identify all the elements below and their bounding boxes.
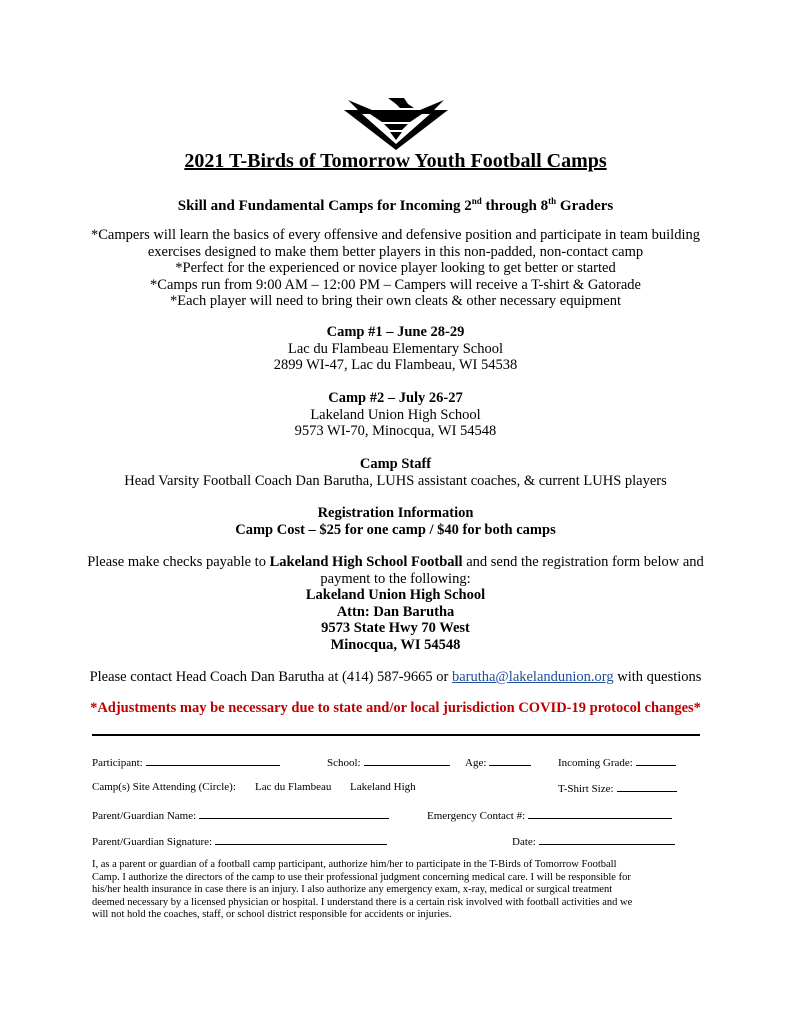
camp-details-list bbox=[40, 227, 751, 310]
form-divider bbox=[92, 734, 700, 736]
registration-heading: Registration Information bbox=[317, 505, 474, 521]
payment-text: Please make checks payable to bbox=[87, 554, 270, 570]
payment-text: and send the registration form below and bbox=[462, 554, 704, 570]
grade-blank[interactable] bbox=[636, 755, 676, 766]
emergency-contact-blank[interactable] bbox=[528, 808, 672, 819]
guardian-name-field[interactable] bbox=[92, 808, 389, 822]
site-label: Camp(s) Site Attending (Circle): bbox=[92, 781, 236, 793]
payment-line bbox=[40, 554, 751, 571]
detail-line: *Each player will need to bring their own cleats & other necessary equipment bbox=[170, 293, 621, 310]
participant-blank[interactable] bbox=[146, 755, 280, 766]
contact-line bbox=[40, 669, 751, 686]
mail-address-line: Lakeland Union High School bbox=[305, 587, 486, 604]
staff-heading: Camp Staff bbox=[359, 456, 432, 472]
grade-label: Incoming Grade: bbox=[558, 757, 633, 769]
guardian-name-blank[interactable] bbox=[199, 808, 389, 819]
guardian-signature-label: Parent/Guardian Signature: bbox=[92, 836, 213, 848]
date-field[interactable] bbox=[512, 834, 675, 848]
guardian-signature-field[interactable] bbox=[92, 834, 387, 848]
camp-address: 2899 WI-47, Lac du Flambeau, WI 54538 bbox=[273, 357, 518, 374]
disclaimer-line: deemed necessary by a licensed physician or hospital. I understand there is a certain risk involved with football activities and we bbox=[92, 896, 633, 908]
thunderbird-logo-icon bbox=[344, 96, 448, 150]
camp-location: Lac du Flambeau Elementary School bbox=[287, 340, 503, 357]
subtitle-part: through 8 bbox=[481, 198, 549, 214]
camp-heading: Camp #2 – July 26-27 bbox=[328, 390, 463, 406]
participant-label: Participant: bbox=[92, 757, 143, 769]
camp-2-block bbox=[40, 390, 751, 440]
payment-line: payment to the following: bbox=[320, 570, 471, 587]
contact-text: with questions bbox=[613, 669, 702, 685]
age-label: Age: bbox=[465, 757, 487, 769]
age-blank[interactable] bbox=[489, 755, 531, 766]
detail-line: *Campers will learn the basics of every offensive and defensive position and participate in team building bbox=[91, 227, 700, 243]
emergency-contact-label: Emergency Contact #: bbox=[427, 810, 526, 822]
disclaimer-line: Camp. I authorize the directors of the camp to use their professional judgment concerning medical care. I will be responsible for bbox=[92, 871, 631, 883]
guardian-name-label: Parent/Guardian Name: bbox=[92, 810, 197, 822]
site-option-lac-du-flambeau[interactable]: Lac du Flambeau bbox=[255, 781, 332, 793]
registration-block bbox=[40, 505, 751, 538]
camp-location: Lakeland Union High School bbox=[310, 406, 481, 423]
page-title: 2021 T-Birds of Tomorrow Youth Football Camps bbox=[184, 150, 607, 172]
detail-line: *Perfect for the experienced or novice player looking to get better or started bbox=[175, 260, 616, 277]
site-option-lakeland-high[interactable]: Lakeland High bbox=[350, 781, 416, 793]
school-label: School: bbox=[327, 757, 361, 769]
emergency-contact-field[interactable] bbox=[427, 808, 672, 822]
tshirt-blank[interactable] bbox=[617, 781, 677, 792]
age-field[interactable] bbox=[465, 755, 531, 769]
date-label: Date: bbox=[512, 836, 536, 848]
participant-field[interactable] bbox=[92, 755, 280, 769]
covid-notice: *Adjustments may be necessary due to state and/or local jurisdiction COVID-19 protocol changes* bbox=[90, 700, 701, 716]
subtitle-superscript: nd bbox=[471, 196, 482, 206]
liability-disclaimer bbox=[92, 859, 702, 922]
school-blank[interactable] bbox=[364, 755, 450, 766]
detail-line: exercises designed to make them better players in this non-padded, non-contact camp bbox=[147, 243, 644, 260]
disclaimer-line: will not hold the coaches, staff, or school district responsible for accidents or injuries. bbox=[92, 909, 452, 921]
payee: Lakeland High School Football bbox=[269, 554, 463, 570]
contact-text: Please contact Head Coach Dan Barutha at (414) 587-9665 or bbox=[89, 669, 452, 685]
mail-address-line: Attn: Dan Barutha bbox=[336, 603, 455, 620]
school-field[interactable] bbox=[327, 755, 450, 769]
tshirt-label: T-Shirt Size: bbox=[558, 783, 614, 795]
mail-address-line: Minocqua, WI 54548 bbox=[330, 636, 461, 653]
camp-heading: Camp #1 – June 28-29 bbox=[326, 324, 465, 340]
camp-cost: Camp Cost – $25 for one camp / $40 for both camps bbox=[235, 521, 556, 538]
date-blank[interactable] bbox=[539, 834, 675, 845]
disclaimer-line: his/her health insurance in case there is an injury. I also authorize any emergency exam, x-ray, medical or surgical treatment bbox=[92, 884, 613, 896]
subtitle-part: Graders bbox=[556, 198, 614, 214]
camp-staff-block bbox=[40, 456, 751, 489]
mail-address-line: 9573 State Hwy 70 West bbox=[321, 620, 470, 637]
subtitle-part: Skill and Fundamental Camps for Incoming 2 bbox=[177, 198, 472, 214]
tshirt-field[interactable] bbox=[558, 781, 677, 795]
staff-text: Head Varsity Football Coach Dan Barutha, LUHS assistant coaches, & current LUHS players bbox=[124, 472, 667, 489]
payment-block bbox=[40, 554, 751, 654]
guardian-signature-blank[interactable] bbox=[215, 834, 387, 845]
email-link[interactable]: barutha@lakelandunion.org bbox=[451, 669, 614, 685]
subtitle bbox=[40, 193, 751, 215]
camp-address: 9573 WI-70, Minocqua, WI 54548 bbox=[294, 423, 497, 440]
grade-field[interactable] bbox=[558, 755, 676, 769]
detail-line: *Camps run from 9:00 AM – 12:00 PM – Campers will receive a T-shirt & Gatorade bbox=[150, 276, 641, 293]
camp-1-block bbox=[40, 324, 751, 374]
subtitle-superscript: th bbox=[548, 196, 557, 206]
disclaimer-line: I, as a parent or guardian of a football camp participant, authorize him/her to participate in the T-Birds of Tomorrow Football bbox=[92, 859, 617, 870]
